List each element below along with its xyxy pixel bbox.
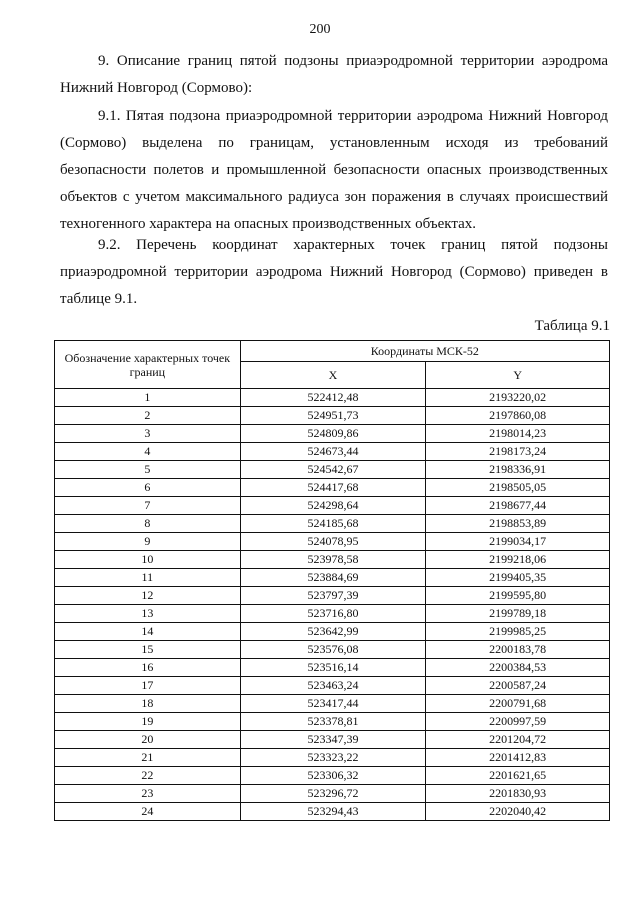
table-row bbox=[55, 677, 610, 695]
coordinates-table bbox=[54, 340, 610, 821]
cell-y-coordinate: 2201830,93 bbox=[426, 785, 610, 803]
cell-x-coordinate: 523716,80 bbox=[240, 605, 426, 623]
cell-x-coordinate: 523576,08 bbox=[240, 641, 426, 659]
cell-y-coordinate: 2198014,23 bbox=[426, 425, 610, 443]
cell-x-coordinate: 523378,81 bbox=[240, 713, 426, 731]
cell-x-coordinate: 523347,39 bbox=[240, 731, 426, 749]
table-row bbox=[55, 407, 610, 425]
table-row bbox=[55, 785, 610, 803]
table-body bbox=[55, 389, 610, 821]
table-row bbox=[55, 461, 610, 479]
cell-point-number: 17 bbox=[55, 677, 241, 695]
cell-x-coordinate: 524542,67 bbox=[240, 461, 426, 479]
page-number: 200 bbox=[309, 22, 331, 37]
cell-point-number: 13 bbox=[55, 605, 241, 623]
cell-x-coordinate: 523642,99 bbox=[240, 623, 426, 641]
cell-x-coordinate: 524185,68 bbox=[240, 515, 426, 533]
cell-point-number: 22 bbox=[55, 767, 241, 785]
table-row bbox=[55, 731, 610, 749]
table-row bbox=[55, 443, 610, 461]
cell-y-coordinate: 2198505,05 bbox=[426, 479, 610, 497]
cell-y-coordinate: 2199034,17 bbox=[426, 533, 610, 551]
table-row bbox=[55, 749, 610, 767]
cell-point-number: 10 bbox=[55, 551, 241, 569]
header-x: X bbox=[240, 362, 426, 389]
cell-x-coordinate: 523884,69 bbox=[240, 569, 426, 587]
cell-point-number: 23 bbox=[55, 785, 241, 803]
table-caption: Таблица 9.1 bbox=[534, 318, 610, 334]
cell-point-number: 7 bbox=[55, 497, 241, 515]
cell-x-coordinate: 524417,68 bbox=[240, 479, 426, 497]
cell-point-number: 6 bbox=[55, 479, 241, 497]
cell-y-coordinate: 2200183,78 bbox=[426, 641, 610, 659]
cell-point-number: 18 bbox=[55, 695, 241, 713]
table-row bbox=[55, 497, 610, 515]
table-row bbox=[55, 551, 610, 569]
cell-point-number: 8 bbox=[55, 515, 241, 533]
cell-point-number: 4 bbox=[55, 443, 241, 461]
cell-point-number: 19 bbox=[55, 713, 241, 731]
cell-y-coordinate: 2199405,35 bbox=[426, 569, 610, 587]
table-row bbox=[55, 623, 610, 641]
table-row bbox=[55, 389, 610, 407]
cell-y-coordinate: 2200384,53 bbox=[426, 659, 610, 677]
table-row bbox=[55, 479, 610, 497]
table-row bbox=[55, 533, 610, 551]
cell-point-number: 12 bbox=[55, 587, 241, 605]
cell-x-coordinate: 523516,14 bbox=[240, 659, 426, 677]
cell-y-coordinate: 2193220,02 bbox=[426, 389, 610, 407]
cell-y-coordinate: 2199985,25 bbox=[426, 623, 610, 641]
cell-x-coordinate: 523797,39 bbox=[240, 587, 426, 605]
cell-point-number: 9 bbox=[55, 533, 241, 551]
table-row bbox=[55, 515, 610, 533]
table-row bbox=[55, 569, 610, 587]
table-row bbox=[55, 641, 610, 659]
cell-x-coordinate: 523978,58 bbox=[240, 551, 426, 569]
cell-x-coordinate: 523294,43 bbox=[240, 803, 426, 821]
section-heading-paragraph: 9. Описание границ пятой подзоны приаэродромной территории аэродрома Нижний Новгород (Сормово): bbox=[60, 53, 608, 96]
table-row bbox=[55, 587, 610, 605]
cell-y-coordinate: 2201621,65 bbox=[426, 767, 610, 785]
table-row bbox=[55, 695, 610, 713]
cell-y-coordinate: 2199595,80 bbox=[426, 587, 610, 605]
header-coordinates: Координаты МСК-52 bbox=[240, 341, 609, 362]
cell-y-coordinate: 2200791,68 bbox=[426, 695, 610, 713]
cell-x-coordinate: 522412,48 bbox=[240, 389, 426, 407]
cell-point-number: 24 bbox=[55, 803, 241, 821]
cell-y-coordinate: 2199218,06 bbox=[426, 551, 610, 569]
cell-y-coordinate: 2199789,18 bbox=[426, 605, 610, 623]
cell-point-number: 1 bbox=[55, 389, 241, 407]
cell-y-coordinate: 2197860,08 bbox=[426, 407, 610, 425]
cell-point-number: 16 bbox=[55, 659, 241, 677]
cell-y-coordinate: 2200587,24 bbox=[426, 677, 610, 695]
cell-y-coordinate: 2198853,89 bbox=[426, 515, 610, 533]
cell-y-coordinate: 2201412,83 bbox=[426, 749, 610, 767]
table-row bbox=[55, 803, 610, 821]
subsection-9-2-paragraph: 9.2. Перечень координат характерных точек границ пятой подзоны приаэродромной территории аэродрома Нижний Новгород (Сормово) приведен в таблице 9.1. bbox=[60, 237, 608, 307]
cell-point-number: 20 bbox=[55, 731, 241, 749]
cell-x-coordinate: 523417,44 bbox=[240, 695, 426, 713]
table-row bbox=[55, 659, 610, 677]
cell-x-coordinate: 523323,22 bbox=[240, 749, 426, 767]
cell-x-coordinate: 524951,73 bbox=[240, 407, 426, 425]
subsection-9-1-paragraph: 9.1. Пятая подзона приаэродромной территории аэродрома Нижний Новгород (Сормово) выделена по границам, установленным исходя из требований безопасности полетов и промышленной безопасности опасных производственных объектов с учетом максимального радиуса зон поражения в случаях происшествий техногенного характера на опасных производственных объектах. bbox=[60, 108, 608, 232]
cell-y-coordinate: 2202040,42 bbox=[426, 803, 610, 821]
cell-point-number: 11 bbox=[55, 569, 241, 587]
header-y: Y bbox=[426, 362, 610, 389]
cell-x-coordinate: 523463,24 bbox=[240, 677, 426, 695]
cell-x-coordinate: 524078,95 bbox=[240, 533, 426, 551]
header-point-designation: Обозначение характерных точек границ bbox=[55, 341, 241, 389]
cell-x-coordinate: 524298,64 bbox=[240, 497, 426, 515]
cell-y-coordinate: 2198677,44 bbox=[426, 497, 610, 515]
cell-y-coordinate: 2201204,72 bbox=[426, 731, 610, 749]
cell-point-number: 3 bbox=[55, 425, 241, 443]
cell-point-number: 5 bbox=[55, 461, 241, 479]
table-row bbox=[55, 605, 610, 623]
cell-point-number: 21 bbox=[55, 749, 241, 767]
table-row bbox=[55, 713, 610, 731]
cell-x-coordinate: 523296,72 bbox=[240, 785, 426, 803]
cell-point-number: 2 bbox=[55, 407, 241, 425]
table-row bbox=[55, 767, 610, 785]
cell-x-coordinate: 524673,44 bbox=[240, 443, 426, 461]
cell-y-coordinate: 2198173,24 bbox=[426, 443, 610, 461]
cell-y-coordinate: 2200997,59 bbox=[426, 713, 610, 731]
cell-point-number: 15 bbox=[55, 641, 241, 659]
cell-y-coordinate: 2198336,91 bbox=[426, 461, 610, 479]
cell-x-coordinate: 523306,32 bbox=[240, 767, 426, 785]
cell-point-number: 14 bbox=[55, 623, 241, 641]
table-row bbox=[55, 425, 610, 443]
cell-x-coordinate: 524809,86 bbox=[240, 425, 426, 443]
